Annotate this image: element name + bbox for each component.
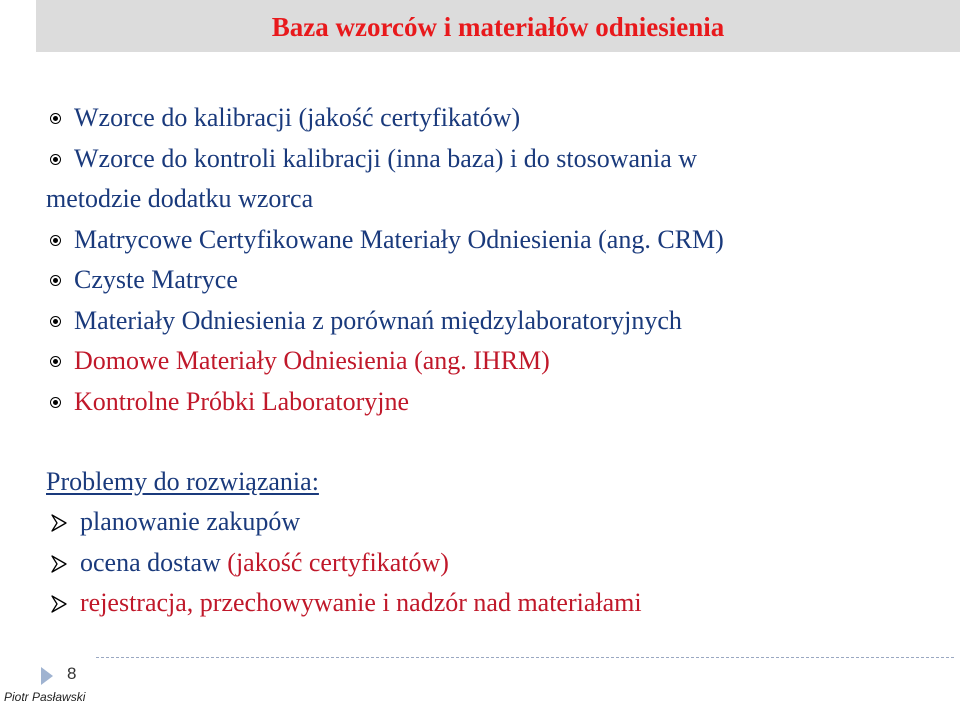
author-name: Piotr Pasławski xyxy=(4,690,86,704)
problem-item-3 xyxy=(46,583,946,624)
bullet-dot-icon xyxy=(50,235,61,246)
problem-text: planowanie zakupów xyxy=(80,507,301,536)
problems-list xyxy=(46,502,946,624)
footer-triangle-icon xyxy=(40,666,54,686)
bullet-list xyxy=(46,98,946,422)
bullet-text: metodzie dodatku wzorca xyxy=(46,184,314,213)
bullet-item-5 xyxy=(46,301,946,342)
problem-item-1 xyxy=(46,502,946,543)
problem-text: ocena dostaw xyxy=(80,547,228,577)
bullet-item-7 xyxy=(46,382,946,423)
bullet-item-3 xyxy=(46,220,946,261)
bullet-text: Wzorce do kalibracji (jakość certyfikatów) xyxy=(74,103,521,132)
problem-text-highlight: (jakość certyfikatów) xyxy=(227,547,449,577)
bullet-dot-icon xyxy=(50,397,61,408)
bullet-item-1 xyxy=(46,98,946,139)
slide-title: Baza wzorców i materiałów odniesienia xyxy=(271,12,725,42)
bullet-item-2-continuation xyxy=(46,179,946,220)
bullet-dot-icon xyxy=(50,356,61,367)
bullet-item-4 xyxy=(46,260,946,301)
bullet-text: Materiały Odniesienia z porównań międzylaboratoryjnych xyxy=(74,305,682,335)
bullet-text: Czyste Matryce xyxy=(74,265,238,294)
problem-item-2 xyxy=(46,543,946,584)
problems-heading: Problemy do rozwiązania: xyxy=(46,467,319,496)
bullet-item-2 xyxy=(46,139,946,180)
arrowhead-bullet-icon xyxy=(50,595,68,613)
bullet-item-6 xyxy=(46,341,946,382)
problems-section xyxy=(46,462,946,624)
bullet-text-highlight: Domowe Materiały Odniesienia xyxy=(74,346,408,375)
bullet-list-container xyxy=(46,98,946,422)
bullet-text-highlight: Kontrolne Próbki Laboratoryjne xyxy=(74,386,410,416)
arrowhead-bullet-icon xyxy=(50,555,68,573)
page-number: 8 xyxy=(67,664,77,683)
bullet-dot-icon xyxy=(50,316,61,327)
bullet-text: Matrycowe Certyfikowane Materiały Odniesienia (ang. CRM) xyxy=(74,224,724,254)
bullet-text: (ang. IHRM) xyxy=(407,346,550,375)
bullet-dot-icon xyxy=(50,113,61,124)
problem-text-highlight: rejestracja, przechowywanie i nadzór nad materiałami xyxy=(80,588,642,617)
footer-divider xyxy=(96,657,954,658)
bullet-dot-icon xyxy=(50,275,61,286)
arrowhead-bullet-icon xyxy=(50,514,68,532)
bullet-text: Wzorce do kontroli kalibracji (inna baza) i do stosowania w xyxy=(74,143,698,173)
bullet-dot-icon xyxy=(50,154,61,165)
